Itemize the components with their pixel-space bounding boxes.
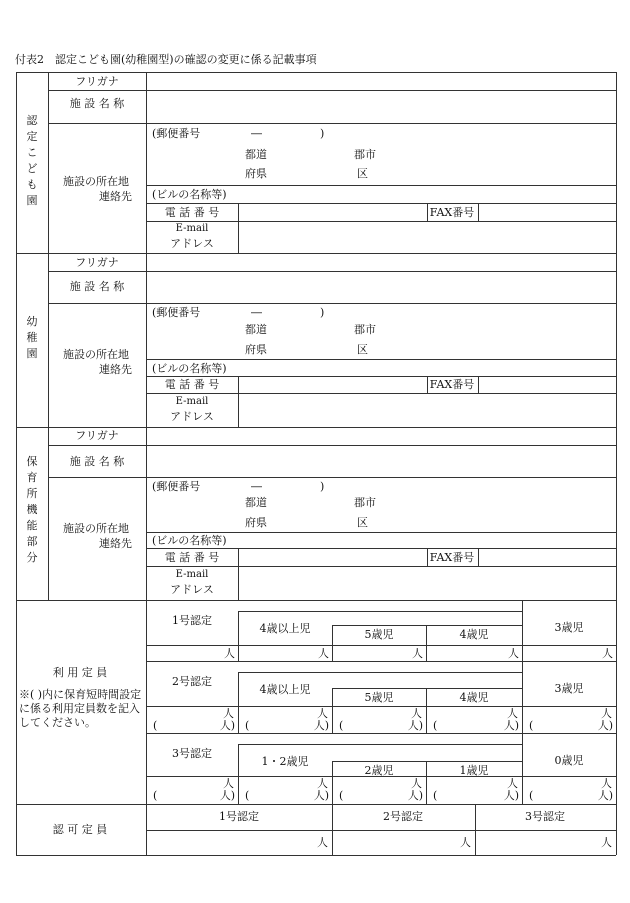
grid-line (522, 733, 523, 804)
grid-line (16, 804, 616, 805)
age-group-label: 4歳以上児 (259, 622, 311, 635)
unit-label: 人 (411, 777, 422, 790)
gunshi-label: 郡市 (354, 148, 376, 161)
grid-line (332, 625, 333, 661)
email-address-label: アドレス (170, 410, 214, 423)
grid-line (146, 566, 616, 567)
postal-label: (郵便番号 (152, 306, 201, 319)
contact-label: 連絡先 (99, 537, 132, 550)
grid-line (146, 548, 616, 549)
grid-line (48, 477, 616, 478)
unit-paren: 人) (407, 789, 423, 802)
vertical-char: 園 (26, 347, 38, 360)
grid-line (238, 203, 239, 253)
vertical-char: 幼 (26, 315, 38, 328)
age-label: 2歳児 (364, 764, 394, 777)
grid-line (238, 645, 239, 661)
grid-line (146, 733, 616, 734)
grid-line (146, 645, 616, 646)
building-label: (ビルの名称等) (152, 188, 227, 201)
section-label-kodomoen (25, 113, 39, 209)
approved-label: 認 可 定 員 (52, 823, 108, 836)
todo-label: 都道 (245, 148, 267, 161)
ku-label: 区 (357, 516, 368, 529)
grid-line (48, 123, 616, 124)
unit-label: 人 (601, 707, 612, 720)
unit-label: 人 (223, 707, 234, 720)
grid-line (48, 271, 616, 272)
grid-line (332, 761, 522, 762)
grid-line (146, 203, 616, 204)
ku-label: 区 (357, 343, 368, 356)
vertical-char: 機 (26, 503, 38, 516)
postal-close: ) (320, 306, 325, 319)
age-label: 5歳児 (364, 628, 394, 641)
unit-paren: 人) (597, 789, 613, 802)
unit-paren: 人) (313, 789, 329, 802)
vertical-char: 所 (26, 487, 38, 500)
form-title: 付表2 認定こども園(幼稚園型)の確認の変更に係る記載事項 (15, 53, 317, 66)
unit-label: 人 (460, 836, 471, 849)
unit-label: 人 (412, 647, 423, 660)
grid-line (146, 532, 616, 533)
grid-line (48, 445, 616, 446)
email-address-label: アドレス (170, 583, 214, 596)
unit-label: 人 (317, 707, 328, 720)
age-label: 1歳児 (459, 764, 489, 777)
unit-paren: 人) (503, 719, 519, 732)
unit-label: 人 (601, 836, 612, 849)
todo-label: 都道 (245, 323, 267, 336)
email-label: E-mail (175, 396, 209, 407)
age-label: 4歳児 (459, 691, 489, 704)
grid-line (146, 185, 616, 186)
grid-line (238, 744, 522, 745)
section-label-hoikusho (25, 454, 39, 566)
vertical-char: 園 (26, 194, 38, 207)
grid-line (146, 427, 147, 600)
grid-line (48, 303, 616, 304)
grid-line (238, 376, 239, 427)
todo-label: 都道 (245, 496, 267, 509)
fax-label: FAX番号 (429, 206, 475, 219)
postal-close: ) (320, 127, 325, 140)
building-label: (ビルの名称等) (152, 362, 227, 375)
capacity-note: ※( )内に保育短時間設定に係る利用定員数を記入してください。 (19, 688, 142, 729)
postal-dash: ― (251, 480, 262, 493)
approved-nintei-2: 2号認定 (383, 810, 423, 823)
grid-line (48, 90, 616, 91)
grid-line (48, 427, 49, 600)
unit-label: 人 (318, 647, 329, 660)
paren-open: ( (339, 789, 344, 802)
nintei-label: 1号認定 (172, 614, 212, 627)
grid-line (146, 253, 147, 427)
vertical-char: も (26, 178, 38, 191)
facility-name-label: 施 設 名 称 (69, 455, 125, 468)
approved-nintei-1: 1号認定 (219, 810, 259, 823)
paren-open: ( (153, 789, 158, 802)
grid-line (427, 376, 428, 393)
grid-line (238, 706, 239, 733)
grid-line (427, 203, 428, 221)
unit-label: 人 (601, 777, 612, 790)
unit-label: 人 (507, 707, 518, 720)
fuken-label: 府県 (245, 167, 267, 180)
paren-open: ( (433, 789, 438, 802)
vertical-char: 認 (26, 114, 38, 127)
postal-label: (郵便番号 (152, 127, 201, 140)
grid-line (427, 548, 428, 566)
grid-line (146, 359, 616, 360)
vertical-char: こ (26, 146, 38, 159)
grid-line (146, 706, 616, 707)
section-divider (16, 600, 616, 601)
nintei-label: 2号認定 (172, 675, 212, 688)
grid-line (475, 804, 476, 855)
vertical-char: 分 (26, 551, 38, 564)
section-divider (16, 253, 616, 254)
gunshi-label: 郡市 (354, 323, 376, 336)
unit-paren: 人) (219, 789, 235, 802)
grid-line (146, 72, 147, 253)
age-group-label: 1・2歳児 (261, 755, 309, 768)
age-label: 3歳児 (554, 682, 584, 695)
email-address-label: アドレス (170, 237, 214, 250)
grid-line (478, 203, 479, 221)
furigana-label: フリガナ (75, 429, 119, 442)
age-label: 3歳児 (554, 621, 584, 634)
unit-paren: 人) (597, 719, 613, 732)
fuken-label: 府県 (245, 343, 267, 356)
vertical-char: 部 (26, 535, 38, 548)
grid-line (238, 672, 522, 673)
section-divider (16, 427, 616, 428)
vertical-char: ど (26, 162, 38, 175)
unit-paren: 人) (407, 719, 423, 732)
email-label: E-mail (175, 569, 209, 580)
paren-open: ( (339, 719, 344, 732)
table-right-border (616, 72, 617, 855)
vertical-char: 保 (26, 455, 38, 468)
grid-line (332, 688, 522, 689)
age-label: 5歳児 (364, 691, 394, 704)
paren-open: ( (153, 719, 158, 732)
grid-line (426, 761, 427, 804)
unit-label: 人 (224, 647, 235, 660)
grid-line (146, 376, 616, 377)
postal-dash: ― (251, 306, 262, 319)
vertical-char: 能 (26, 519, 38, 532)
approved-nintei-3: 3号認定 (525, 810, 565, 823)
furigana-label: フリガナ (75, 256, 119, 269)
address-label: 施設の所在地 (63, 175, 129, 188)
grid-line (426, 688, 427, 733)
unit-label: 人 (507, 777, 518, 790)
ku-label: 区 (357, 167, 368, 180)
facility-name-label: 施 設 名 称 (69, 97, 125, 110)
grid-line (332, 804, 333, 855)
grid-line (332, 625, 522, 626)
table-bottom-border (16, 855, 616, 856)
postal-label: (郵便番号 (152, 480, 201, 493)
grid-line (146, 600, 147, 855)
furigana-label: フリガナ (75, 75, 119, 88)
vertical-char: 稚 (26, 331, 38, 344)
paren-open: ( (245, 719, 250, 732)
tel-label: 電 話 番 号 (164, 378, 220, 391)
gunshi-label: 郡市 (354, 496, 376, 509)
paren-open: ( (529, 789, 534, 802)
unit-label: 人 (411, 707, 422, 720)
fax-label: FAX番号 (429, 378, 475, 391)
contact-label: 連絡先 (99, 363, 132, 376)
facility-name-label: 施 設 名 称 (69, 280, 125, 293)
building-label: (ビルの名称等) (152, 534, 227, 547)
unit-paren: 人) (219, 719, 235, 732)
table-left-border (16, 72, 17, 855)
unit-paren: 人) (313, 719, 329, 732)
grid-line (478, 376, 479, 393)
grid-line (238, 611, 522, 612)
unit-paren: 人) (503, 789, 519, 802)
unit-label: 人 (317, 777, 328, 790)
grid-line (332, 761, 333, 804)
grid-line (238, 548, 239, 600)
grid-line (522, 661, 523, 733)
paren-open: ( (529, 719, 534, 732)
grid-line (478, 548, 479, 566)
vertical-char: 育 (26, 471, 38, 484)
age-group-label: 4歳以上児 (259, 683, 311, 696)
capacity-label: 利 用 定 員 (52, 666, 108, 679)
paren-open: ( (433, 719, 438, 732)
grid-line (146, 393, 616, 394)
fuken-label: 府県 (245, 516, 267, 529)
unit-label: 人 (602, 647, 613, 660)
contact-label: 連絡先 (99, 190, 132, 203)
vertical-char: 定 (26, 130, 38, 143)
address-label: 施設の所在地 (63, 522, 129, 535)
grid-line (522, 600, 523, 661)
paren-open: ( (245, 789, 250, 802)
fax-label: FAX番号 (429, 551, 475, 564)
table-top-border (16, 72, 616, 73)
grid-line (146, 661, 616, 662)
grid-line (238, 776, 239, 804)
postal-close: ) (320, 480, 325, 493)
unit-label: 人 (317, 836, 328, 849)
tel-label: 電 話 番 号 (164, 551, 220, 564)
grid-line (146, 221, 616, 222)
grid-line (332, 688, 333, 733)
unit-label: 人 (508, 647, 519, 660)
age-label: 4歳児 (459, 628, 489, 641)
email-label: E-mail (175, 223, 209, 234)
address-label: 施設の所在地 (63, 348, 129, 361)
grid-line (426, 625, 427, 661)
section-label-yochien (25, 314, 39, 362)
grid-line (146, 830, 616, 831)
nintei-label: 3号認定 (172, 747, 212, 760)
tel-label: 電 話 番 号 (164, 206, 220, 219)
grid-line (48, 72, 49, 253)
age-label: 0歳児 (554, 754, 584, 767)
postal-dash: ― (251, 127, 262, 140)
grid-line (48, 253, 49, 427)
unit-label: 人 (223, 777, 234, 790)
